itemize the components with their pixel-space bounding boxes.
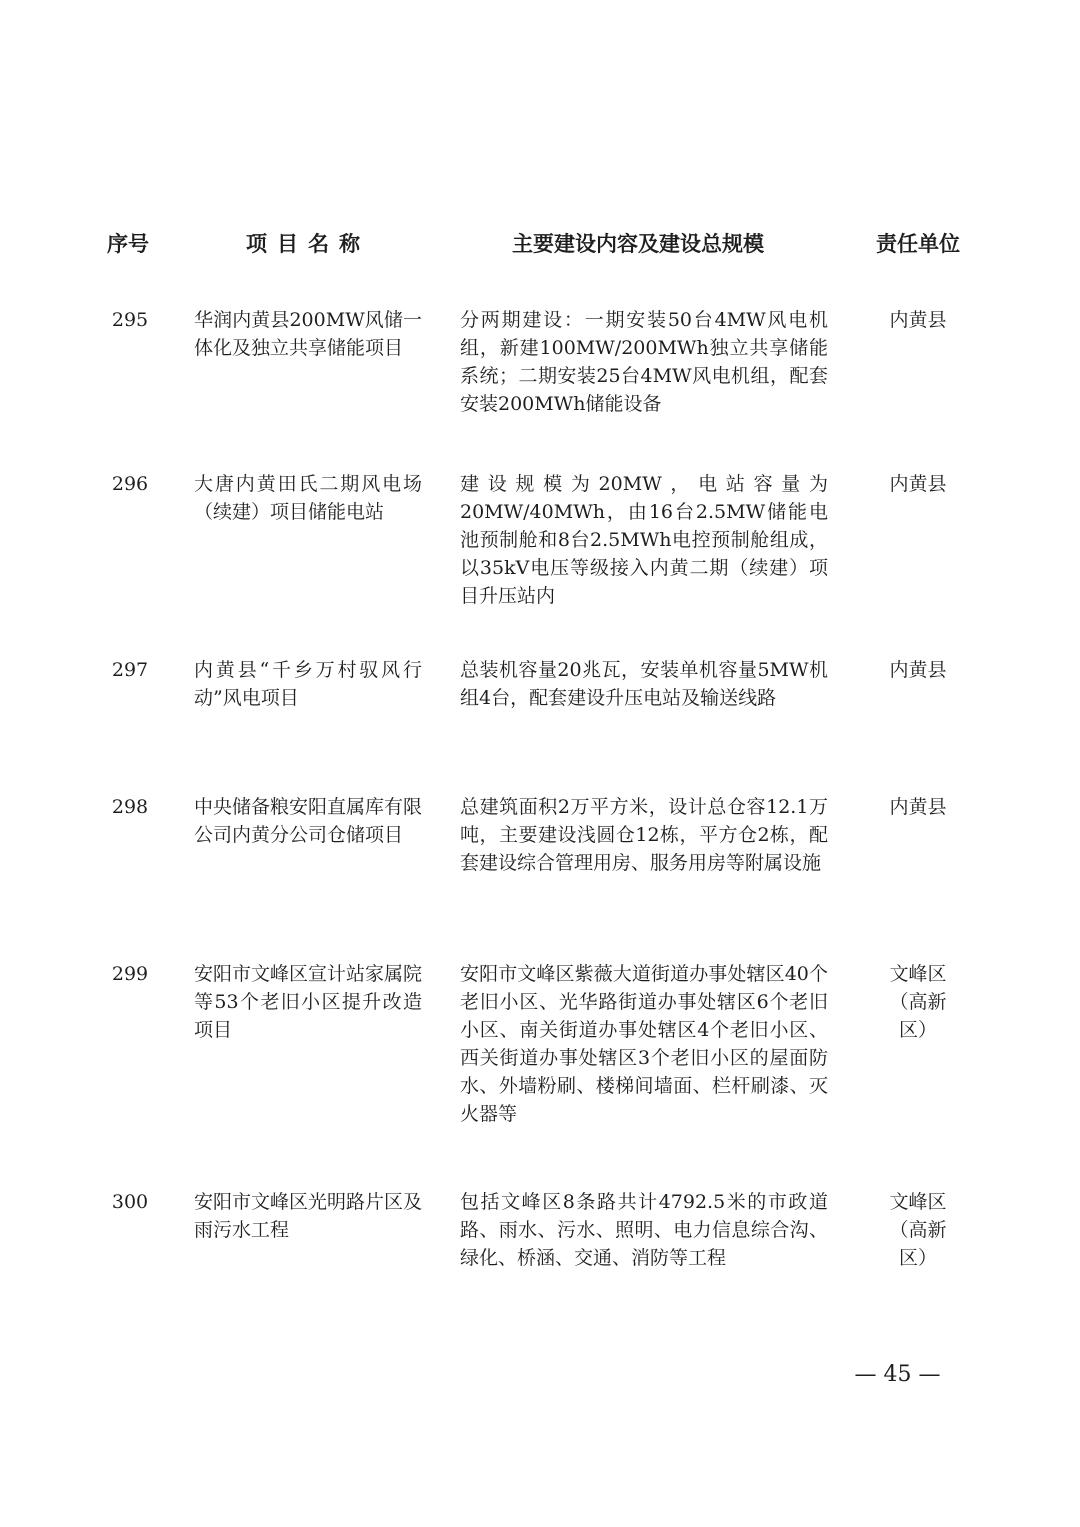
row-unit: 内黄县 xyxy=(889,473,947,495)
row-name: 内黄县“千乡万村驭风行动”风电项目 xyxy=(194,659,422,709)
header-name: 项目名称 xyxy=(246,232,370,256)
row-seq: 297 xyxy=(111,659,149,681)
row-name: 大唐内黄田氏二期风电场（续建）项目储能电站 xyxy=(194,473,422,523)
table-header xyxy=(0,228,1080,260)
row-content: 建设规模为20MW，电站容量为20MW/40MWh，由16台2.5MW储能电池预制舱和8台2.5MWh电控预制舱组成，以35kV电压等级接入内黄二期（续建）项目升压站内 xyxy=(460,473,828,607)
row-name: 安阳市文峰区宣计站家属院等53个老旧小区提升改造项目 xyxy=(194,963,423,1041)
row-content: 分两期建设：一期安装50台4MW风电机组，新建100MW/200MWh独立共享储能系统；二期安装25台4MW风电机组，配套安装200MWh储能设备 xyxy=(460,309,828,415)
header-unit: 责任单位 xyxy=(876,232,960,256)
row-seq: 296 xyxy=(111,473,149,495)
page-number: — 45 — xyxy=(854,1362,941,1387)
row-content: 总建筑面积2万平方米，设计总仓容12.1万吨，主要建设浅圆仓12栋，平方仓2栋，配套建设综合管理用房、服务用房等附属设施 xyxy=(460,796,828,874)
row-seq: 300 xyxy=(111,1191,149,1213)
row-unit: 内黄县 xyxy=(889,659,947,681)
header-content: 主要建设内容及建设总规模 xyxy=(512,232,764,256)
row-content: 总装机容量20兆瓦，安装单机容量5MW机组4台，配套建设升压电站及输送线路 xyxy=(460,659,828,709)
row-unit: 内黄县 xyxy=(889,796,947,818)
row-name: 中央储备粮安阳直属库有限公司内黄分公司仓储项目 xyxy=(194,796,423,846)
row-seq: 298 xyxy=(111,796,149,818)
row-unit: 内黄县 xyxy=(889,309,947,331)
row-content: 安阳市文峰区紫薇大道街道办事处辖区40个老旧小区、光华路街道办事处辖区6个老旧小区、南关街道办事处辖区4个老旧小区、西关街道办事处辖区3个老旧小区的屋面防水、外墙粉刷、楼梯间墙面、栏杆刷漆、灭火器等 xyxy=(460,963,828,1125)
row-seq: 295 xyxy=(111,309,149,331)
row-seq: 299 xyxy=(111,963,149,985)
row-name: 安阳市文峰区光明路片区及雨污水工程 xyxy=(194,1191,423,1241)
header-seq: 序号 xyxy=(107,232,149,256)
row-unit: 文峰区（高新区） xyxy=(889,1191,947,1269)
row-name: 华润内黄县200MW风储一体化及独立共享储能项目 xyxy=(194,309,422,359)
row-unit: 文峰区（高新区） xyxy=(889,963,947,1041)
row-content: 包括文峰区8条路共计4792.5米的市政道路、雨水、污水、照明、电力信息综合沟、绿化、桥涵、交通、消防等工程 xyxy=(460,1191,828,1269)
